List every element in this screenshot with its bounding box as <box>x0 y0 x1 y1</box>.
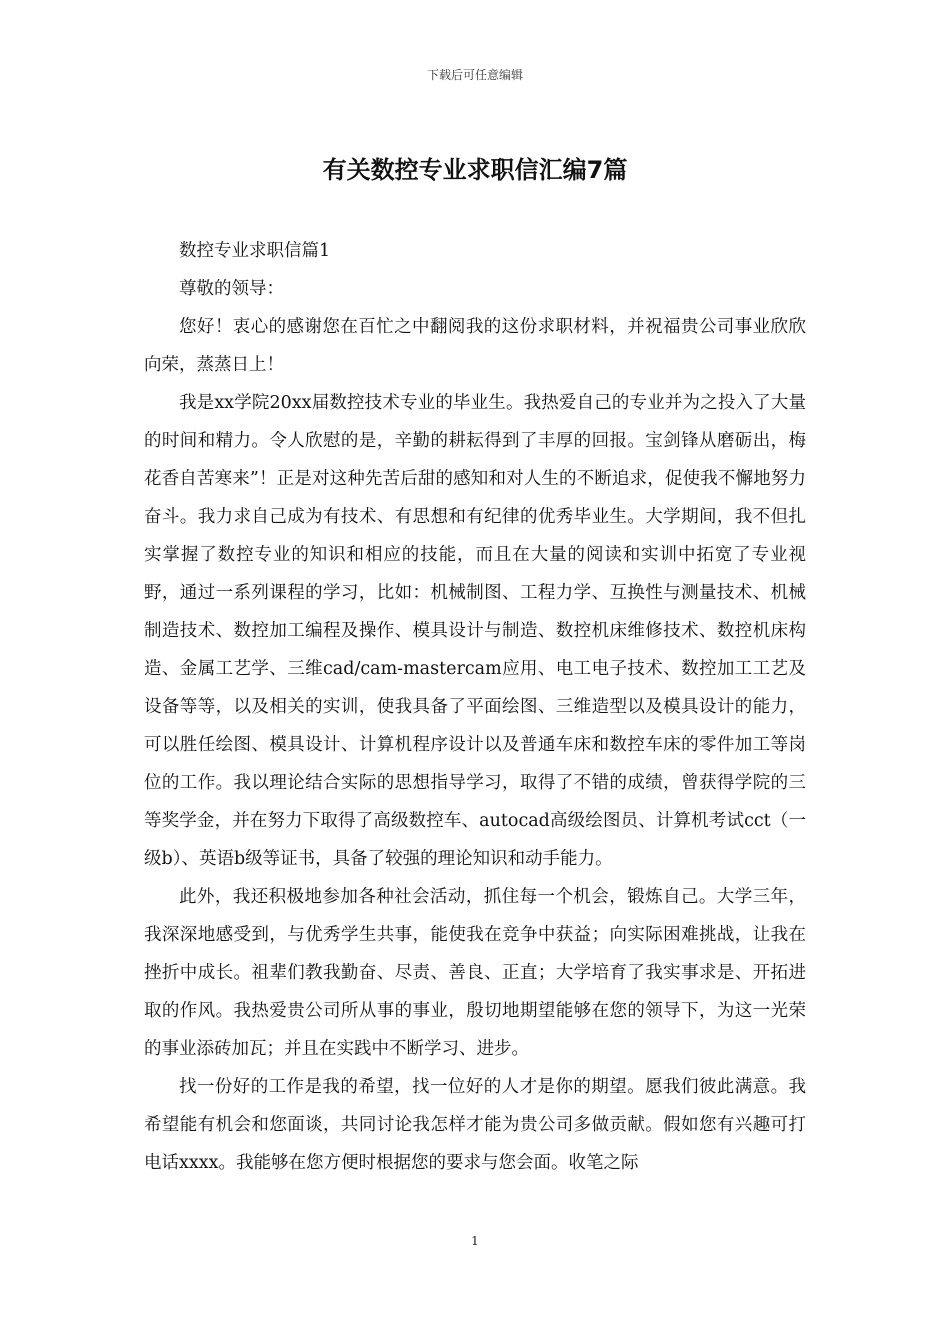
document-body <box>144 232 806 1182</box>
section-heading: 数控专业求职信篇1 <box>179 241 331 261</box>
page-header-note: 下载后可任意编辑 <box>426 68 523 82</box>
document-title: 有关数控专业求职信汇编7篇 <box>322 156 628 184</box>
page-number: 1 <box>471 1234 479 1248</box>
body-paragraph: 此外，我还积极地参加各种社会活动，抓住每一个机会，锻炼自己。大学三年，我深深地感受到，与优秀学生共事，能使我在竞争中获益；向实际困难挑战，让我在挫折中成长。祖辈们教我勤奋、尽责、善良、正直；大学培育了我实事求是、开拓进取的作风。我热爱贵公司所从事的事业，殷切地期望能够在您的领导下，为这一光荣的事业添砖加瓦；并且在实践中不断学习、进步。 <box>144 887 806 1059</box>
body-paragraph: 您好！衷心的感谢您在百忙之中翻阅我的这份求职材料，并祝福贵公司事业欣欣向荣，蒸蒸日上！ <box>144 317 806 375</box>
salutation: 尊敬的领导： <box>179 279 284 299</box>
body-paragraph: 找一份好的工作是我的希望，找一位好的人才是你的期望。愿我们彼此满意。我希望能有机会和您面谈，共同讨论我怎样才能为贵公司多做贡献。假如您有兴趣可打电话xxxx。我能够在您方便时根据您的要求与您会面。收笔之际 <box>144 1077 806 1173</box>
body-paragraph: 我是xx学院20xx届数控技术专业的毕业生。我热爱自己的专业并为之投入了大量的时间和精力。令人欣慰的是，辛勤的耕耘得到了丰厚的回报。宝剑锋从磨砺出，梅花香自苦寒来”！正是对这种先苦后甜的感知和对人生的不断追求，促使我不懈地努力奋斗。我力求自己成为有技术、有思想和有纪律的优秀毕业生。大学期间，我不但扎实掌握了数控专业的知识和相应的技能，而且在大量的阅读和实训中拓宽了专业视野，通过一系列课程的学习，比如：机械制图、工程力学、互换性与测量技术、机械制造技术、数控加工编程及操作、模具设计与制造、数控机床维修技术、数控机床构造、金属工艺学、三维cad/cam-mastercam应用、电工电子技术、数控加工工艺及设备等等，以及相关的实训，使我具备了平面绘图、三维造型以及模具设计的能力，可以胜任绘图、模具设计、计算机程序设计以及普通车床和数控车床的零件加工等岗位的工作。我以理论结合实际的思想指导学习，取得了不错的成绩，曾获得学院的三等奖学金，并在努力下取得了高级数控车、autocad高级绘图员、计算机考试cct（一级b）、英语b级等证书，具备了较强的理论知识和动手能力。 <box>144 393 806 869</box>
